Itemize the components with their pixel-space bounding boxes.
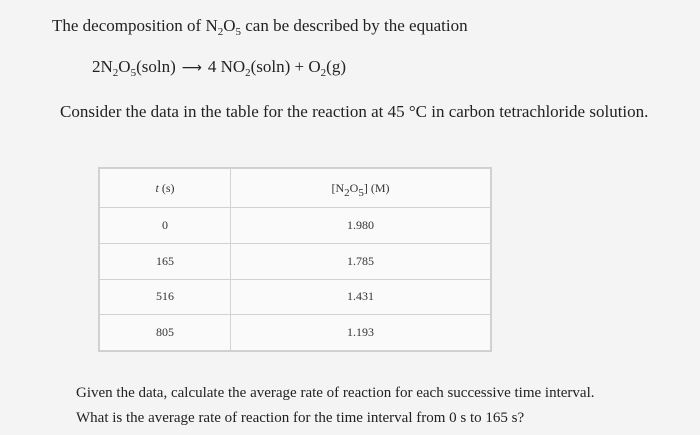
time-cell: 805 bbox=[100, 315, 231, 351]
table-row bbox=[100, 315, 491, 351]
data-table bbox=[98, 167, 492, 352]
consider-sentence: Consider the data in the table for the reaction at 45 °C in carbon tetrachloride solution. bbox=[60, 102, 649, 121]
question-prompt: What is the average rate of reaction for the time interval from 0 s to 165 s? bbox=[76, 410, 525, 426]
time-cell: 165 bbox=[100, 243, 231, 279]
concentration-cell: 1.431 bbox=[231, 279, 491, 315]
concentration-cell: 1.980 bbox=[231, 208, 491, 244]
table-row bbox=[100, 279, 491, 315]
table-header-time: t (s) bbox=[100, 169, 231, 208]
table-header-concentration: $[N_2O_5]$ (M) bbox=[231, 169, 491, 208]
table-row bbox=[100, 208, 491, 244]
intro-sentence: The decomposition of $N_2O_5$ can be described by the equation bbox=[52, 16, 468, 38]
concentration-cell: 1.193 bbox=[231, 315, 491, 351]
time-cell: 516 bbox=[100, 279, 231, 315]
question-instruction: Given the data, calculate the average rate of reaction for each successive time interval. bbox=[76, 385, 595, 401]
chemical-equation: $2N_2O_5(soln)$ ⟶ 4 $NO_2(soln) + O_2(g)$ bbox=[92, 57, 346, 79]
table-row bbox=[100, 243, 491, 279]
concentration-cell: 1.785 bbox=[231, 243, 491, 279]
reaction-arrow: ⟶ bbox=[181, 60, 202, 76]
time-cell: 0 bbox=[100, 208, 231, 244]
